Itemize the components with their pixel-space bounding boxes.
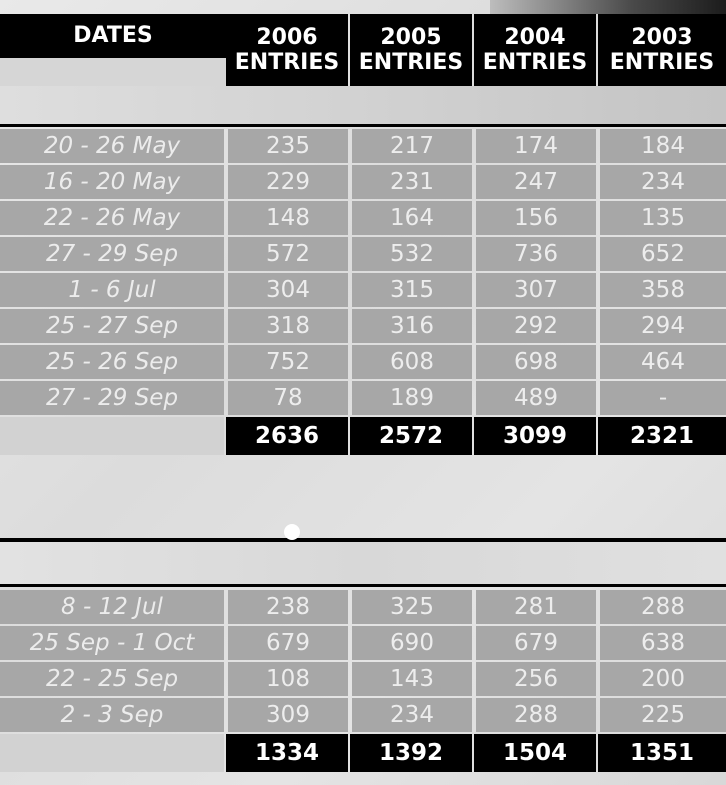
table1-row-1-dates-text: 16 - 20 May	[43, 169, 181, 195]
decorative-dot	[284, 524, 300, 540]
header-entries-label: ENTRIES	[358, 50, 464, 75]
table1-row-3-value-text: 532	[390, 241, 434, 267]
table1-row-1-dates	[0, 165, 224, 199]
table2-total-text: 1504	[502, 740, 567, 766]
table1-row-3-value	[228, 237, 348, 271]
table2-row-2-value-text: 108	[266, 666, 310, 692]
table1-row-7-value-text: 489	[514, 385, 558, 411]
table1-row-7-value	[228, 381, 348, 415]
table2-row-1-value-text: 679	[514, 630, 558, 656]
table1-row-2-value-text: 148	[266, 205, 310, 231]
table1-row-4-dates	[0, 273, 224, 307]
header-year: 2005	[380, 24, 442, 50]
table1-row-4-value	[228, 273, 348, 307]
table1-row-0-value	[476, 129, 596, 163]
table1-row-5-value	[600, 309, 726, 343]
table1-row-1-value-text: 231	[390, 169, 434, 195]
table2-row-2-value-text: 200	[641, 666, 685, 692]
table2-row-3-dates	[0, 698, 224, 732]
header-year: 2004	[504, 24, 566, 50]
table1-row-7-dates-text: 27 - 29 Sep	[45, 385, 179, 411]
table2-row-3-value-text: 225	[641, 702, 685, 728]
table2-row-2-dates	[0, 662, 224, 696]
mid-band	[0, 542, 726, 584]
table1-row-5-dates	[0, 309, 224, 343]
table1-row-3-value	[352, 237, 472, 271]
table2-row-2-value	[352, 662, 472, 696]
table1-row-7-value-text: 189	[390, 385, 434, 411]
table2-row-2-value	[228, 662, 348, 696]
table1-row-5-value-text: 318	[266, 313, 310, 339]
table1-row-1-value-text: 229	[266, 169, 310, 195]
table2-row-0-value	[476, 590, 596, 624]
table2-totals-blank	[0, 734, 224, 772]
table1-total-text: 2636	[254, 423, 319, 449]
table1-row-0-value-text: 235	[266, 133, 310, 159]
header-year-2006	[226, 14, 348, 86]
table1-row-3-value	[600, 237, 726, 271]
table2-row-3-value-text: 309	[266, 702, 310, 728]
table1-row-6-dates	[0, 345, 224, 379]
table1-row-1-value-text: 247	[514, 169, 558, 195]
table1-row-3-dates	[0, 237, 224, 271]
table1-row-6-value	[600, 345, 726, 379]
table1-row-7-value	[600, 381, 726, 415]
table2-row-3-value	[228, 698, 348, 732]
table2-row-0-dates	[0, 590, 224, 624]
table1-row-5-value	[352, 309, 472, 343]
table2-row-2-value-text: 143	[390, 666, 434, 692]
table1-total	[350, 417, 472, 455]
table2-row-2-value	[600, 662, 726, 696]
table2-total	[598, 734, 726, 772]
table2-total-text: 1392	[378, 740, 443, 766]
table1-row-1-value	[352, 165, 472, 199]
header-year-2005	[350, 14, 472, 86]
table1-row-4-value	[600, 273, 726, 307]
table1-row-6-value-text: 464	[641, 349, 685, 375]
table1-row-0-value-text: 184	[641, 133, 685, 159]
table1-row-2-dates	[0, 201, 224, 235]
table2-row-0-dates-text: 8 - 12 Jul	[61, 594, 163, 620]
mid-rule-bottom	[0, 584, 726, 587]
table1-row-2-value-text: 156	[514, 205, 558, 231]
table1-row-7-value	[352, 381, 472, 415]
table2-row-1-dates-text: 25 Sep - 1 Oct	[29, 630, 195, 656]
table1-row-6-value	[476, 345, 596, 379]
table2-total	[350, 734, 472, 772]
table1-row-4-value	[352, 273, 472, 307]
table2-total	[226, 734, 348, 772]
table2-row-0-value	[600, 590, 726, 624]
table1-row-0-value-text: 174	[514, 133, 558, 159]
table2-total-text: 1334	[254, 740, 319, 766]
table1-row-4-value-text: 315	[390, 277, 434, 303]
header-dates-label: DATES	[73, 23, 153, 49]
table2-row-1-value-text: 638	[641, 630, 685, 656]
table1-row-6-value-text: 608	[390, 349, 434, 375]
table1-totals-blank	[0, 417, 224, 455]
table1-row-1-value-text: 234	[641, 169, 685, 195]
table1-row-5-dates-text: 25 - 27 Sep	[45, 313, 179, 339]
table2-row-2-value-text: 256	[514, 666, 558, 692]
header-year-2004	[474, 14, 596, 86]
table1-total	[226, 417, 348, 455]
table1-total-text: 2321	[629, 423, 694, 449]
table1-total-text: 2572	[378, 423, 443, 449]
table1-row-1-value	[600, 165, 726, 199]
table1-total-text: 3099	[502, 423, 567, 449]
table2-row-2-value	[476, 662, 596, 696]
table1-row-6-value-text: 752	[266, 349, 310, 375]
table2-row-3-value	[600, 698, 726, 732]
header-dates-spacer	[0, 58, 226, 86]
table1-row-2-value	[352, 201, 472, 235]
table1-row-3-dates-text: 27 - 29 Sep	[45, 241, 179, 267]
table2-total	[474, 734, 596, 772]
table1-row-2-value	[600, 201, 726, 235]
table2-row-1-value-text: 679	[266, 630, 310, 656]
table2-row-0-value	[228, 590, 348, 624]
table2-row-3-dates-text: 2 - 3 Sep	[60, 702, 164, 728]
table1-row-7-value-text: 78	[273, 385, 303, 411]
table1-row-2-value-text: 164	[390, 205, 434, 231]
table1-row-2-value-text: 135	[641, 205, 685, 231]
table1-row-5-value-text: 316	[390, 313, 434, 339]
table1-row-1-value	[228, 165, 348, 199]
table2-row-3-value-text: 288	[514, 702, 558, 728]
table1-row-1-value	[476, 165, 596, 199]
table1-row-7-dates	[0, 381, 224, 415]
table2-row-3-value	[352, 698, 472, 732]
table2-row-1-value	[352, 626, 472, 660]
table2-row-0-value-text: 288	[641, 594, 685, 620]
table1-row-0-value	[352, 129, 472, 163]
header-entries-label: ENTRIES	[482, 50, 588, 75]
table1-row-5-value-text: 294	[641, 313, 685, 339]
table1-row-2-value	[228, 201, 348, 235]
table1-row-0-dates-text: 20 - 26 May	[43, 133, 181, 159]
table1-total	[598, 417, 726, 455]
header-entries-label: ENTRIES	[609, 50, 715, 75]
table2-row-1-value	[228, 626, 348, 660]
table1-row-3-value	[476, 237, 596, 271]
table2-row-0-value-text: 238	[266, 594, 310, 620]
header-entries-label: ENTRIES	[234, 50, 340, 75]
table2-row-1-value-text: 690	[390, 630, 434, 656]
table1-total	[474, 417, 596, 455]
header-rule	[0, 124, 726, 127]
table2-row-1-value	[476, 626, 596, 660]
table1-row-4-dates-text: 1 - 6 Jul	[68, 277, 156, 303]
table1-row-6-value	[228, 345, 348, 379]
background-photo-top	[490, 0, 726, 14]
table1-row-3-value-text: 572	[266, 241, 310, 267]
table2-row-3-value-text: 234	[390, 702, 434, 728]
table1-row-0-dates	[0, 129, 224, 163]
table1-row-4-value	[476, 273, 596, 307]
header-year-2003	[598, 14, 726, 86]
header-year: 2003	[631, 24, 693, 50]
table2-total-text: 1351	[629, 740, 694, 766]
header-band	[0, 86, 726, 124]
table1-row-4-value-text: 358	[641, 277, 685, 303]
table1-row-5-value-text: 292	[514, 313, 558, 339]
table1-row-0-value	[600, 129, 726, 163]
table1-row-4-value-text: 304	[266, 277, 310, 303]
table2-row-3-value	[476, 698, 596, 732]
header-year: 2006	[256, 24, 318, 50]
table1-row-7-value	[476, 381, 596, 415]
header-dates	[0, 14, 226, 58]
table1-row-6-dates-text: 25 - 26 Sep	[45, 349, 179, 375]
table1-row-7-value-text: -	[658, 385, 668, 411]
table2-row-2-dates-text: 22 - 25 Sep	[45, 666, 179, 692]
table2-row-0-value	[352, 590, 472, 624]
table2-row-0-value-text: 281	[514, 594, 558, 620]
table1-row-2-dates-text: 22 - 26 May	[43, 205, 181, 231]
table2-row-0-value-text: 325	[390, 594, 434, 620]
table1-row-5-value	[476, 309, 596, 343]
table1-row-6-value	[352, 345, 472, 379]
table1-row-6-value-text: 698	[514, 349, 558, 375]
table1-row-5-value	[228, 309, 348, 343]
table2-row-1-dates	[0, 626, 224, 660]
table1-row-3-value-text: 652	[641, 241, 685, 267]
table1-row-2-value	[476, 201, 596, 235]
table1-row-0-value	[228, 129, 348, 163]
table1-row-4-value-text: 307	[514, 277, 558, 303]
table1-row-0-value-text: 217	[390, 133, 434, 159]
table1-row-3-value-text: 736	[514, 241, 558, 267]
table2-row-1-value	[600, 626, 726, 660]
